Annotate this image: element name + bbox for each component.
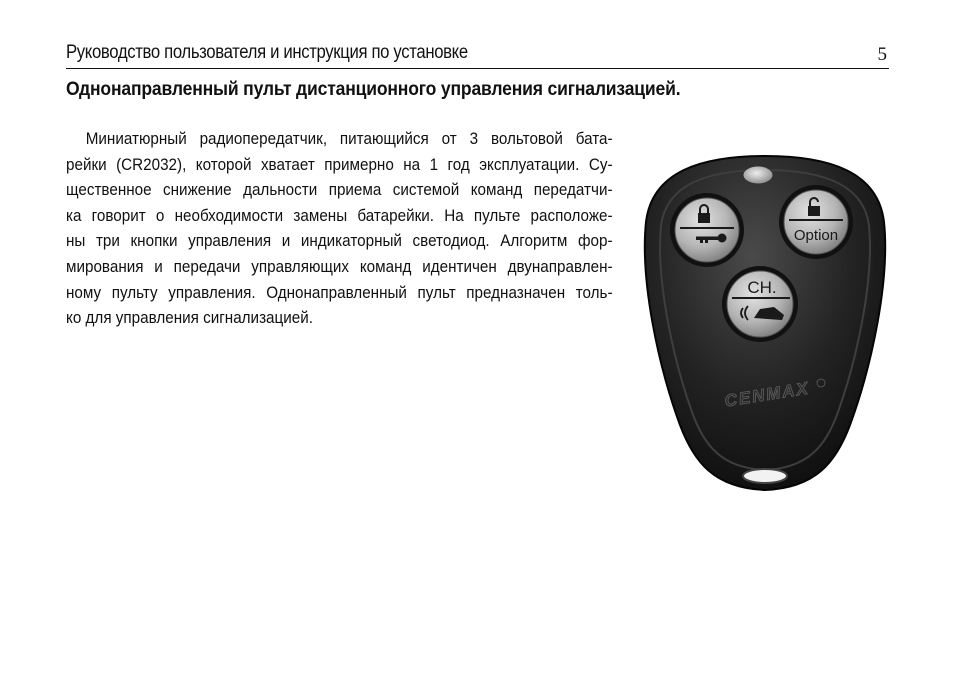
channel-button[interactable] <box>722 266 798 342</box>
body-line: мирования и передачи управляющих команд идентичен двунаправлен- <box>66 256 613 276</box>
led-indicator <box>743 166 773 184</box>
section-title: Однонаправленный пульт дистанционного управления сигнализацией. <box>66 78 681 100</box>
body-line: ному пульту управления. Однонаправленный пульт предназначен толь- <box>66 282 613 302</box>
page-number: 5 <box>877 44 887 65</box>
brand-logo: CENMAX <box>723 378 811 411</box>
body-paragraph <box>66 126 613 331</box>
page-header <box>66 40 889 69</box>
body-line: ка говорит о необходимости замены батарейки. На пульте расположе- <box>66 205 613 225</box>
lock-button[interactable] <box>670 193 744 267</box>
option-button[interactable] <box>779 185 853 259</box>
remote-control-image <box>640 150 890 500</box>
body-line: Миниатюрный радиопередатчик, питающийся от 3 вольтовой бата- <box>85 129 613 148</box>
keyring-hole <box>743 469 787 483</box>
channel-label: CH. <box>747 278 777 297</box>
header-title: Руководство пользователя и инструкция по установке <box>66 42 468 63</box>
option-label: Option <box>793 227 839 244</box>
body-line: щественное снижение дальности приема системой команд передатчи- <box>66 180 613 200</box>
body-line: ко для управления сигнализацией. <box>66 308 313 328</box>
body-line: ны три кнопки управления и индикаторный светодиод. Алгоритм фор- <box>66 231 613 251</box>
body-line: рейки (CR2032), которой хватает примерно на 1 год эксплуатации. Су- <box>66 154 613 174</box>
